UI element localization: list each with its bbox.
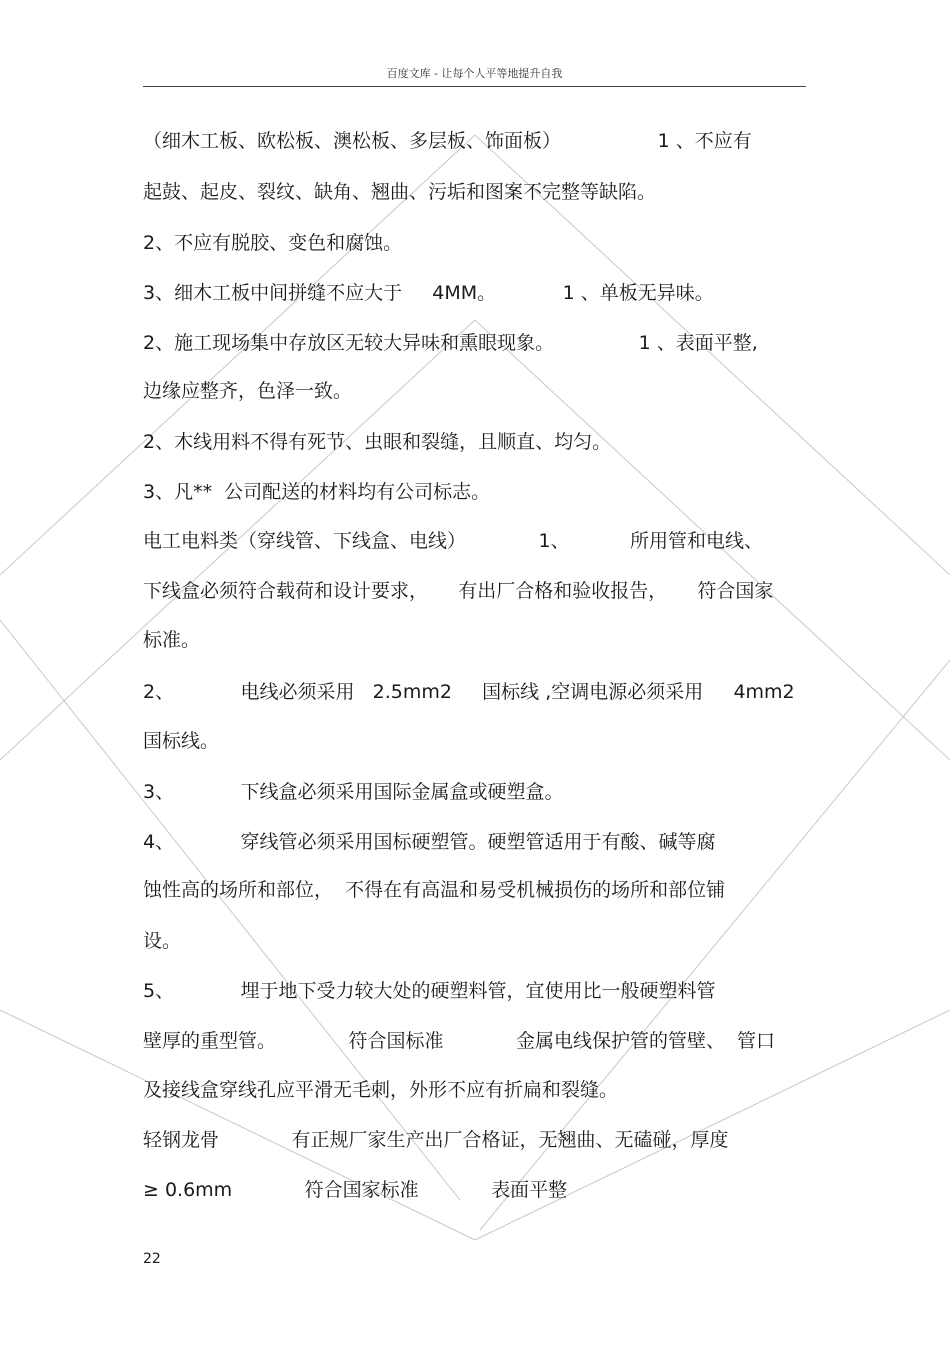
text-line: 标准。 [143,629,201,651]
text-line: 起鼓、起皮、裂纹、缺角、翘曲、污垢和图案不完整等缺陷。 [143,181,657,203]
text-line: 4、 穿线管必须采用国标硬塑管。硬塑管适用于有酸、碱等腐 [143,831,716,853]
text-line: 及接线盒穿线孔应平滑无毛刺，外形不应有折扁和裂缝。 [143,1079,619,1101]
text-line: 轻钢龙骨 有正规厂家生产出厂合格证，无翘曲、无磕碰，厚度 [143,1129,729,1151]
text-line: 设。 [143,930,182,952]
text-line: 国标线。 [143,730,220,752]
text-line: 2、施工现场集中存放区无较大异味和熏眼现象。 1 、表面平整, [143,332,758,354]
text-line: 边缘应整齐，色泽一致。 [143,380,353,402]
text-line: 电工电料类（穿线管、下线盒、电线） 1、 所用管和电线、 [143,530,763,552]
text-line: 蚀性高的场所和部位， 不得在有高温和易受机械损伤的场所和部位铺 [143,879,726,901]
text-line: 2、 电线必须采用 2.5mm2 国标线 ,空调电源必须采用 4mm2 [143,681,795,703]
text-line: 3、 下线盒必须采用国际金属盒或硬塑盒。 [143,781,564,803]
text-line: 3、凡** 公司配送的材料均有公司标志。 [143,481,491,503]
header-text: 百度文库 - 让每个人平等地提升自我 [386,67,563,80]
page-header [143,66,806,87]
text-line: 壁厚的重型管。 符合国标准 金属电线保护管的管壁、 管口 [143,1030,776,1052]
text-line: 5、 埋于地下受力较大处的硬塑料管，宜使用比一般硬塑料管 [143,980,716,1002]
text-line: 2、木线用料不得有死节、虫眼和裂缝，且顺直、均匀。 [143,431,612,453]
page-number: 22 [143,1251,161,1267]
text-line: 3、细木工板中间拼缝不应大于 4MM。 1 、单板无异味。 [143,282,714,304]
text-line: 下线盒必须符合载荷和设计要求， 有出厂合格和验收报告， 符合国家 [143,580,774,602]
text-line: ≥ 0.6mm 符合国家标准 表面平整 [143,1179,568,1201]
text-line: （细木工板、欧松板、澳松板、多层板、饰面板） 1 、不应有 [143,130,752,152]
text-line: 2、不应有脱胶、变色和腐蚀。 [143,232,403,254]
